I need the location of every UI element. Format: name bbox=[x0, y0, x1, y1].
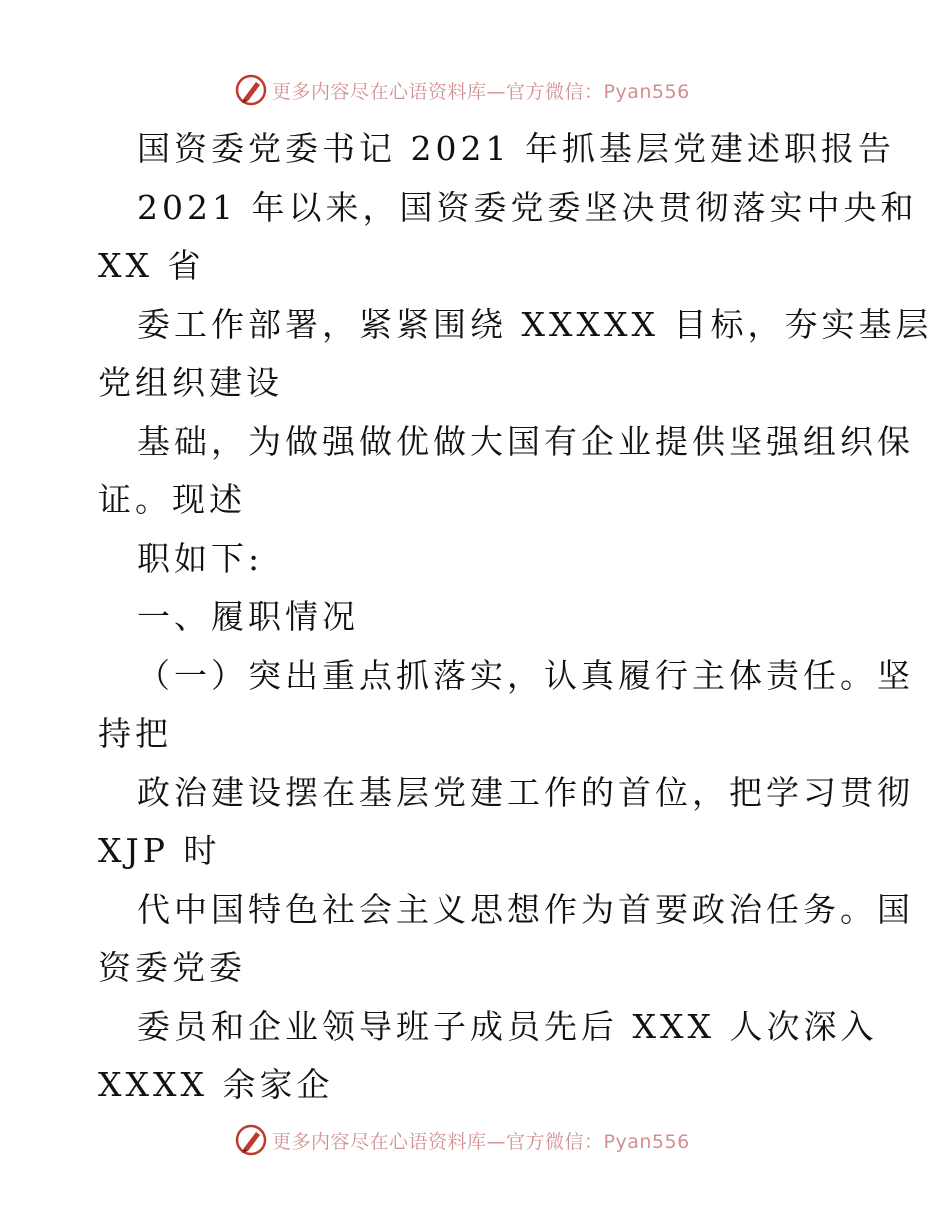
paragraph-line: 委员和企业领导班子成员先后 XXX 人次深入 bbox=[137, 1006, 878, 1046]
footer-banner-text: 更多内容尽在心语资料库—官方微信：Pyan556 bbox=[272, 1130, 690, 1153]
paragraph-line: XJP 时 bbox=[98, 831, 221, 870]
paragraph-line: 代中国特色社会主义思想作为首要政治任务。国 bbox=[137, 889, 914, 929]
paragraph-line: 职如下: bbox=[137, 538, 264, 578]
paragraph-line: 资委党委 bbox=[98, 948, 246, 987]
header-banner bbox=[234, 70, 690, 110]
pen-logo-icon bbox=[234, 73, 268, 107]
paragraph-line: 政治建设摆在基层党建工作的首位，把学习贯彻 bbox=[137, 772, 914, 812]
paragraph-line: 委工作部署，紧紧围绕 XXXXX 目标，夯实基层 bbox=[137, 304, 933, 344]
footer-banner bbox=[234, 1120, 690, 1160]
document-title: 国资委党委书记 2021 年抓基层党建述职报告 bbox=[137, 129, 895, 168]
paragraph-line: XXXX 余家企 bbox=[98, 1065, 334, 1104]
paragraph-line: XX 省 bbox=[98, 246, 205, 285]
subsection-heading: （一）突出重点抓落实，认真履行主体责任。坚 bbox=[137, 655, 914, 695]
header-banner-text: 更多内容尽在心语资料库—官方微信：Pyan556 bbox=[272, 80, 690, 103]
paragraph-line: 持把 bbox=[98, 714, 172, 753]
document-body bbox=[98, 120, 933, 1115]
paragraph-line: 2021 年以来，国资委党委坚决贯彻落实中央和 bbox=[137, 187, 918, 227]
section-heading: 一、履职情况 bbox=[137, 597, 359, 636]
pen-logo-icon bbox=[234, 1123, 268, 1157]
paragraph-line: 基础，为做强做优做大国有企业提供坚强组织保 bbox=[137, 421, 914, 461]
paragraph-line: 证。现述 bbox=[98, 480, 246, 519]
paragraph-line: 党组织建设 bbox=[98, 363, 283, 402]
